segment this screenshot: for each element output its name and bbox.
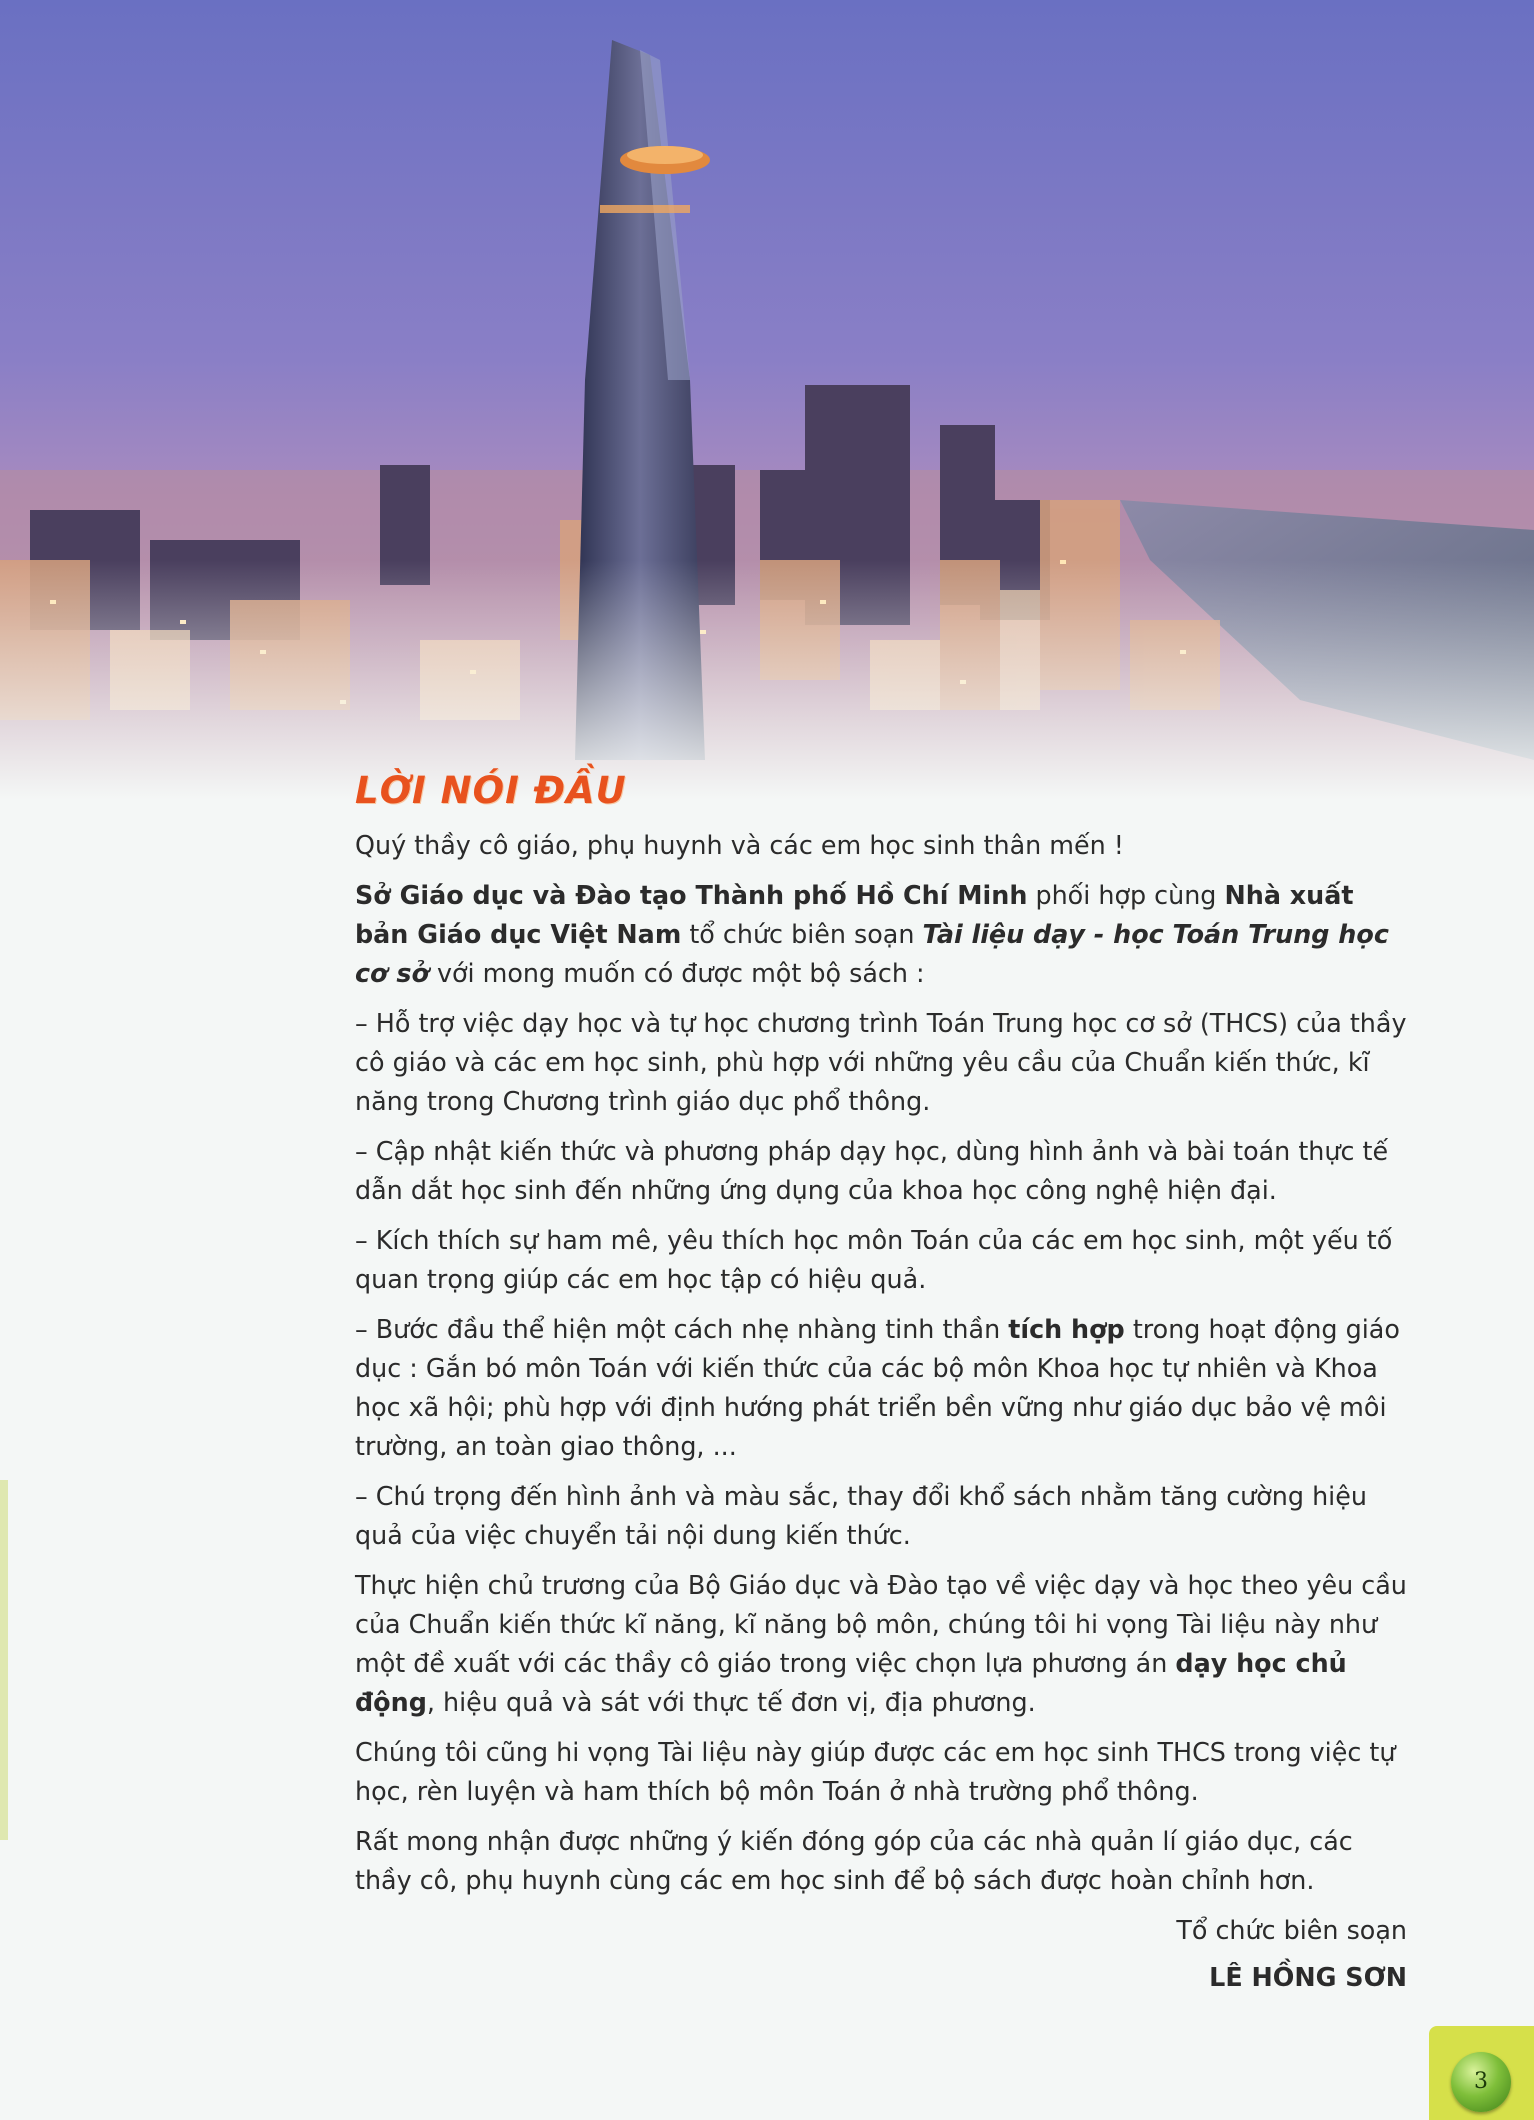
bullet-4-bold: tích hợp: [1008, 1314, 1125, 1344]
intro-joiner: phối hợp cùng: [1027, 880, 1225, 910]
paragraph-3: Rất mong nhận được những ý kiến đóng góp của các nhà quản lí giáo dục, các thầy cô, phụ huynh cùng các em học sinh để bộ sách được hoàn chỉnh hơn.: [355, 1826, 1353, 1895]
paragraph-1-pre: Thực hiện chủ trương của Bộ Giáo dục và Đào tạo về việc dạy và học theo yêu cầu của Chuẩn kiến thức kĩ năng, kĩ năng bộ môn, chúng tôi hi vọng Tài liệu này như một đề xuất với các thầy cô giáo trong việc chọn lựa phương án: [355, 1570, 1407, 1678]
page-number: 3: [1451, 2052, 1511, 2112]
signature-name: LÊ HỒNG SƠN: [1209, 1962, 1407, 1992]
intro-paragraph: [355, 876, 1407, 993]
paragraph-1-bold: dạy học chủ động: [355, 1648, 1347, 1717]
skyline-illustration: [0, 0, 1534, 800]
page-title: LỜI NÓI ĐẦU: [355, 769, 627, 812]
paragraph-2: Chúng tôi cũng hi vọng Tài liệu này giúp được các em học sinh THCS trong việc tự học, rèn luyện và ham thích bộ môn Toán ở nhà trường phổ thông.: [355, 1737, 1396, 1806]
greeting: Quý thầy cô giáo, phụ huynh và các em học sinh thân mến !: [355, 830, 1124, 860]
paragraph-1-post: , hiệu quả và sát với thực tế đơn vị, địa phương.: [426, 1687, 1036, 1717]
bullet-2: – Cập nhật kiến thức và phương pháp dạy học, dùng hình ảnh và bài toán thực tế dẫn dắt học sinh đến những ứng dụng của khoa học công nghệ hiện đại.: [355, 1136, 1389, 1205]
paragraph-1: [355, 1566, 1407, 1722]
intro-mid: tổ chức biên soạn: [681, 919, 923, 949]
bullet-4-post: trong hoạt động giáo dục : Gắn bó môn Toán với kiến thức của các bộ môn Khoa học tự nhiên và Khoa học xã hội; phù hợp với định hướng phát triển bền vững như giáo dục bảo vệ môi trường, an toàn giao thông, ...: [355, 1314, 1400, 1461]
bullet-3: – Kích thích sự ham mê, yêu thích học môn Toán của các em học sinh, một yếu tố quan trọng giúp các em học tập có hiệu quả.: [355, 1225, 1393, 1294]
side-strip: [0, 1480, 8, 1840]
bullet-4: [355, 1310, 1407, 1466]
intro-org1: Sở Giáo dục và Đào tạo Thành phố Hồ Chí Minh: [355, 880, 1028, 910]
intro-org2: Nhà xuất bản Giáo dục Việt Nam: [355, 880, 1354, 949]
bullet-1: – Hỗ trợ việc dạy học và tự học chương trình Toán Trung học cơ sở (THCS) của thầy cô giáo và các em học sinh, phù hợp với những yêu cầu của Chuẩn kiến thức, kĩ năng trong Chương trình giáo dục phổ thông.: [355, 1008, 1407, 1116]
bullet-4-pre: – Bước đầu thể hiện một cách nhẹ nhàng tinh thần: [355, 1314, 1009, 1344]
intro-book-title: Tài liệu dạy - học Toán Trung học cơ sở: [355, 919, 1389, 988]
city-skyline-photo: [0, 0, 1534, 800]
intro-end: với mong muốn có được một bộ sách :: [428, 958, 925, 988]
preface-content: [355, 768, 1407, 2005]
signature-role: Tổ chức biên soạn: [1176, 1915, 1407, 1945]
page-number-tab: [1429, 2026, 1534, 2120]
bullet-5: – Chú trọng đến hình ảnh và màu sắc, thay đổi khổ sách nhằm tăng cường hiệu quả của việc chuyển tải nội dung kiến thức.: [355, 1481, 1367, 1550]
